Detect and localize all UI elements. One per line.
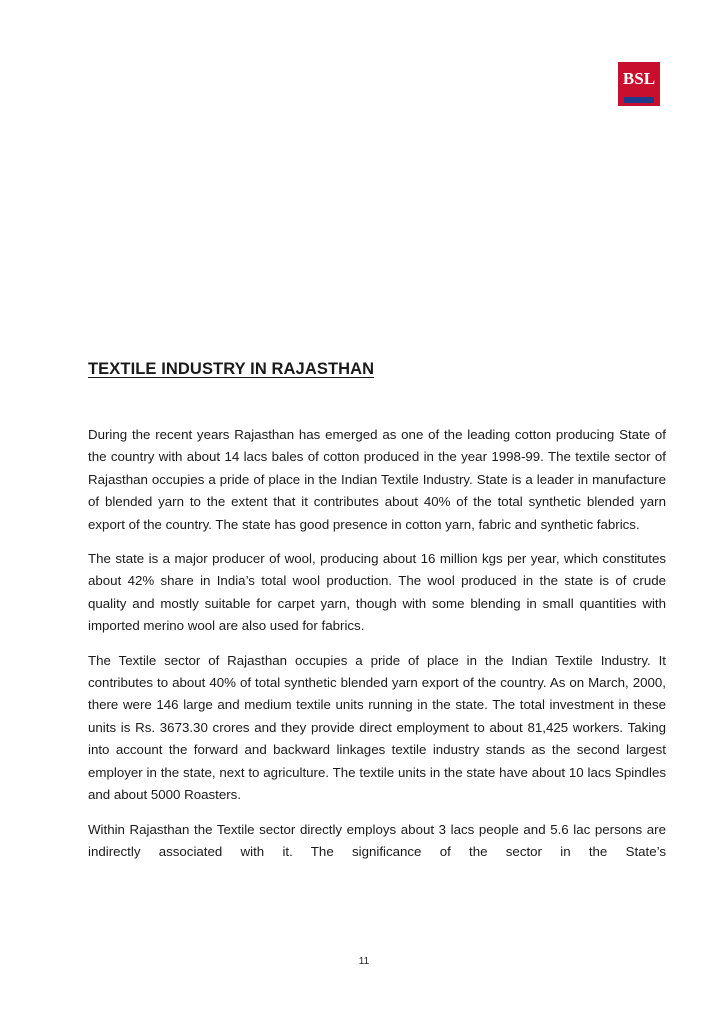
logo-band — [624, 97, 654, 103]
paragraph-textile-sector: The Textile sector of Rajasthan occupies a pride of place in the Indian Textile Industry. It contributes to about 40% of total synthetic blended yarn export of the country. As on March, 2000, there were 146 large and medium textile units running in the state. The total investment in these units is Rs. 3673.30 crores and they provide direct employment to about 81,425 workers. Taking into account the forward and backward linkages textile industry stands as the second largest employer in the state, next to agriculture. The textile units in the state have about 10 lacs Spindles and about 5000 Roasters. — [88, 652, 666, 803]
paragraph-employment: Within Rajasthan the Textile sector directly employs about 3 lacs people and 5.6 lac persons are indirectly associated with it. The significance of the sector in the State’s — [88, 821, 666, 859]
logo-lettering: BSL — [622, 69, 656, 88]
company-logo-icon — [618, 62, 660, 106]
paragraph-wool: The state is a major producer of wool, producing about 16 million kgs per year, which constitutes about 42% share in India’s total wool production. The wool produced in the state is of crude quality and mostly suitable for carpet yarn, though with some blending in small quantities with imported merino wool are also used for fabrics. — [88, 551, 666, 634]
document-body — [88, 424, 666, 875]
paragraph-cotton: During the recent years Rajasthan has emerged as one of the leading cotton producing State of the country with about 14 lacs bales of cotton produced in the year 1998-99. The textile sector of Rajasthan occupies a pride of place in the Indian Textile Industry. State is a leader in manufacture of blended yarn to the extent that it contributes about 40% of the total synthetic blended yarn export of the country. The state has good presence in cotton yarn, fabric and synthetic fabrics. — [88, 427, 666, 532]
page-title: TEXTILE INDUSTRY IN RAJASTHAN — [88, 360, 375, 378]
page-number: 11 — [358, 956, 370, 967]
